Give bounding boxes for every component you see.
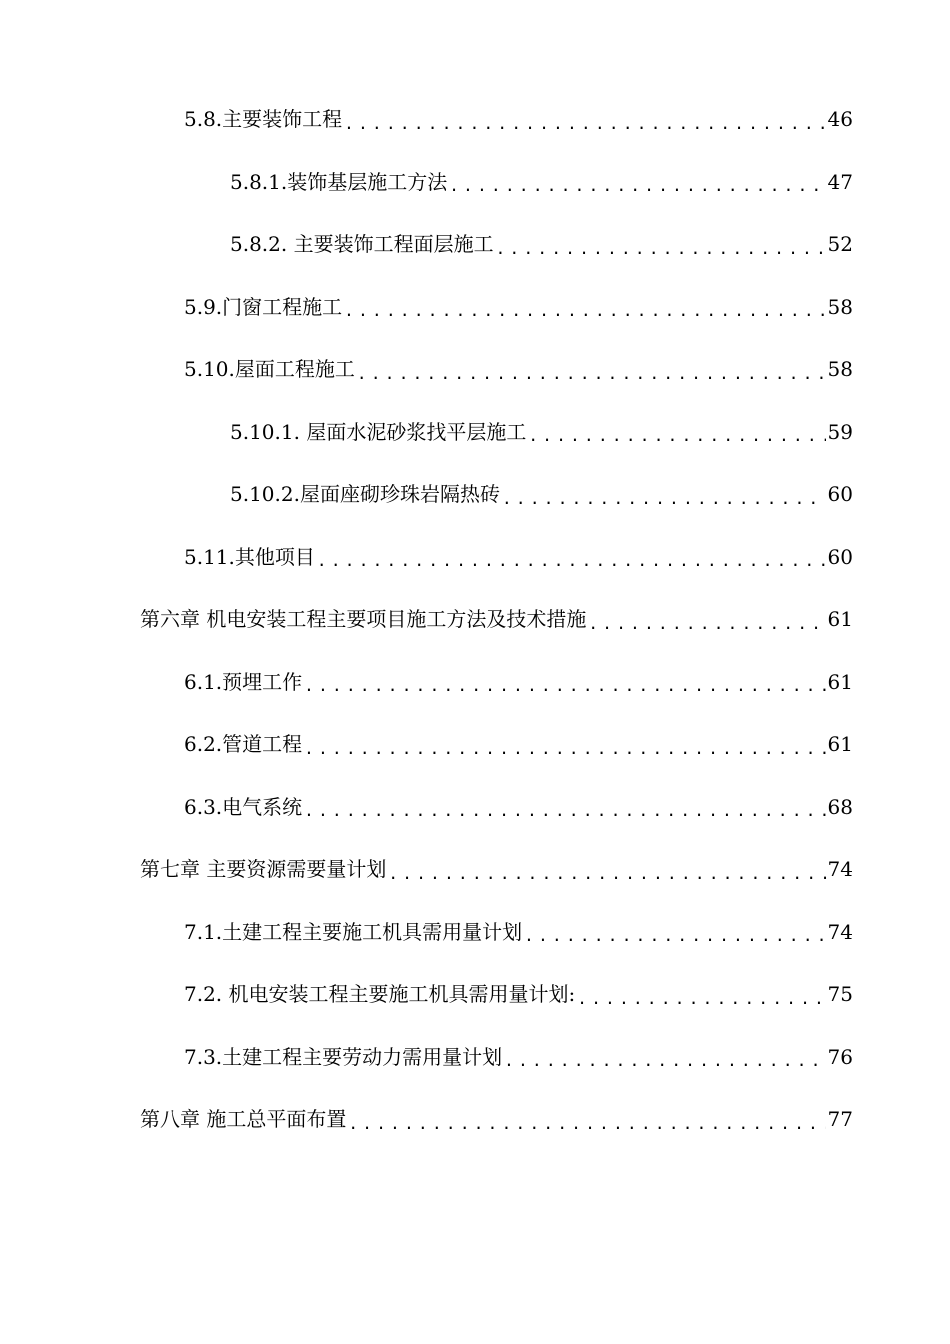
toc-dot-leader — [449, 174, 825, 213]
toc-page-number: 61 — [827, 669, 853, 694]
toc-section-entry[interactable] — [0, 526, 950, 589]
toc-section-entry[interactable] — [0, 1026, 950, 1089]
toc-dot-leader — [344, 112, 825, 151]
toc-dot-leader — [496, 237, 826, 276]
toc-page-number: 58 — [827, 357, 853, 382]
toc-entry-title: 7.1.土建工程主要施工机具需用量计划 — [184, 919, 523, 944]
toc-page-number: 61 — [827, 607, 853, 632]
toc-dot-leader — [304, 674, 825, 713]
toc-entry-title: 5.11.其他项目 — [184, 544, 315, 569]
toc-entry-title: 第八章 施工总平面布置 — [140, 1107, 347, 1132]
toc-page-number: 75 — [827, 982, 853, 1007]
toc-dot-leader — [344, 299, 825, 338]
toc-page-number: 61 — [827, 732, 853, 757]
toc-page-number: 74 — [827, 919, 853, 944]
toc-dot-leader — [528, 424, 825, 463]
toc-page-number: 46 — [827, 107, 853, 132]
toc-section-entry[interactable] — [0, 963, 950, 1026]
toc-page-number: 76 — [827, 1044, 853, 1069]
toc-dot-leader — [524, 924, 825, 963]
toc-dot-leader — [304, 737, 825, 776]
toc-section-entry[interactable] — [0, 88, 950, 151]
toc-chapter-entry[interactable] — [0, 1088, 950, 1151]
toc-entry-title: 5.10.2.屋面座砌珍珠岩隔热砖 — [230, 482, 500, 507]
toc-page-number: 58 — [827, 294, 853, 319]
toc-entry-title: 5.8.主要装饰工程 — [184, 107, 343, 132]
toc-entry-title: 5.10.1. 屋面水泥砂浆找平层施工 — [230, 419, 527, 444]
toc-page-number: 77 — [827, 1107, 853, 1132]
toc-entry-title: 7.3.土建工程主要劳动力需用量计划 — [184, 1044, 503, 1069]
toc-entry-title: 5.9.门窗工程施工 — [184, 294, 343, 319]
toc-page-number: 59 — [827, 419, 853, 444]
toc-page-number: 47 — [827, 169, 853, 194]
toc-section-entry[interactable] — [0, 213, 950, 276]
toc-section-entry[interactable] — [0, 901, 950, 964]
toc-entry-title: 第七章 主要资源需要量计划 — [140, 857, 387, 882]
toc-chapter-entry[interactable] — [0, 838, 950, 901]
toc-section-entry[interactable] — [0, 713, 950, 776]
toc-section-entry[interactable] — [0, 463, 950, 526]
toc-page-number: 60 — [827, 482, 853, 507]
toc-page-number: 74 — [827, 857, 853, 882]
toc-dot-leader — [317, 549, 826, 588]
toc-entry-title: 7.2. 机电安装工程主要施工机具需用量计划: — [184, 982, 576, 1007]
toc-dot-leader — [577, 987, 825, 1026]
toc-dot-leader — [388, 862, 825, 901]
toc-section-entry[interactable] — [0, 276, 950, 339]
toc-chapter-entry[interactable] — [0, 588, 950, 651]
toc-dot-leader — [348, 1112, 825, 1151]
toc-section-entry[interactable] — [0, 776, 950, 839]
toc-page-number: 52 — [827, 232, 853, 257]
toc-entry-title: 6.2.管道工程 — [184, 732, 303, 757]
table-of-contents — [0, 88, 950, 1151]
toc-page-number: 68 — [827, 794, 853, 819]
toc-entry-title: 5.10.屋面工程施工 — [184, 357, 355, 382]
toc-entry-title: 第六章 机电安装工程主要项目施工方法及技术措施 — [140, 607, 587, 632]
toc-dot-leader — [502, 487, 826, 526]
toc-section-entry[interactable] — [0, 338, 950, 401]
toc-section-entry[interactable] — [0, 651, 950, 714]
toc-dot-leader — [588, 612, 825, 651]
toc-entry-title: 6.1.预埋工作 — [184, 669, 303, 694]
toc-page-number: 60 — [827, 544, 853, 569]
toc-dot-leader — [504, 1049, 825, 1088]
toc-entry-title: 5.8.1.装饰基层施工方法 — [230, 169, 448, 194]
toc-entry-title: 6.3.电气系统 — [184, 794, 303, 819]
toc-dot-leader — [357, 362, 826, 401]
toc-section-entry[interactable] — [0, 401, 950, 464]
toc-dot-leader — [304, 799, 825, 838]
toc-section-entry[interactable] — [0, 151, 950, 214]
toc-entry-title: 5.8.2. 主要装饰工程面层施工 — [230, 232, 494, 257]
